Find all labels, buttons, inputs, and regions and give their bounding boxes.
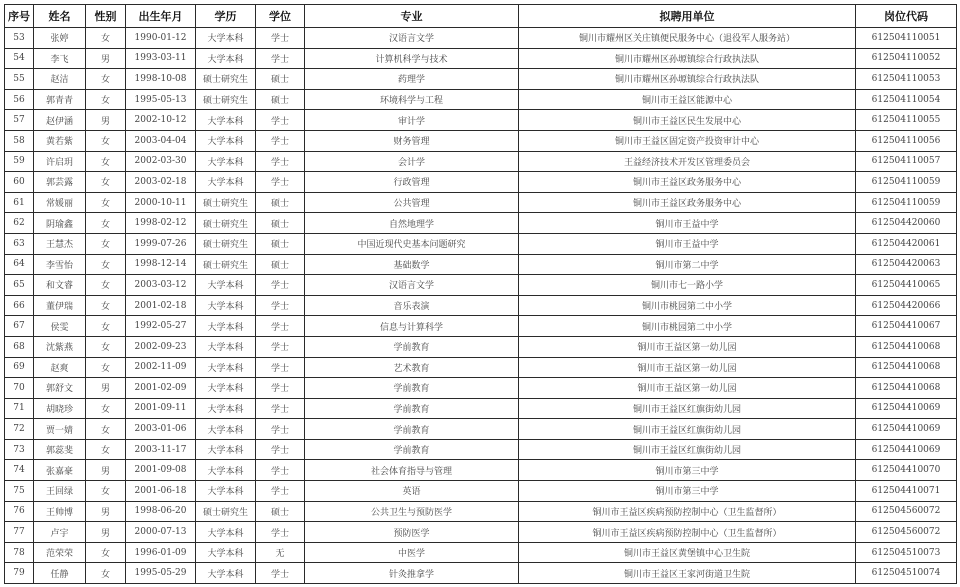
- cell-employer: 铜川市王益区黄堡镇中心卫生院: [519, 542, 856, 563]
- cell-index: 70: [5, 378, 34, 399]
- cell-index: 56: [5, 89, 34, 110]
- cell-name: 黄若紫: [34, 130, 86, 151]
- cell-major: 英语: [305, 481, 519, 502]
- cell-position-code: 612504410069: [856, 439, 957, 460]
- cell-gender: 女: [86, 192, 126, 213]
- cell-employer: 铜川市王益中学: [519, 233, 856, 254]
- cell-name: 任静: [34, 563, 86, 584]
- cell-name: 赵爽: [34, 357, 86, 378]
- cell-employer: 铜川市王益中学: [519, 213, 856, 234]
- cell-education: 大学本科: [196, 316, 256, 337]
- cell-major: 基础数学: [305, 254, 519, 275]
- cell-position-code: 612504410067: [856, 316, 957, 337]
- cell-major: 学前教育: [305, 419, 519, 440]
- cell-position-code: 612504410068: [856, 357, 957, 378]
- cell-index: 57: [5, 110, 34, 131]
- cell-birth-date: 2003-01-06: [126, 419, 196, 440]
- cell-position-code: 612504110056: [856, 130, 957, 151]
- cell-degree: 学士: [256, 522, 305, 543]
- cell-name: 董伊瑞: [34, 295, 86, 316]
- cell-birth-date: 1998-06-20: [126, 501, 196, 522]
- table-header-row: [5, 5, 957, 28]
- cell-birth-date: 1995-05-29: [126, 563, 196, 584]
- cell-gender: 女: [86, 398, 126, 419]
- cell-employer: 铜川市王益区能源中心: [519, 89, 856, 110]
- cell-education: 大学本科: [196, 439, 256, 460]
- cell-birth-date: 2001-09-08: [126, 460, 196, 481]
- cell-gender: 女: [86, 233, 126, 254]
- cell-degree: 学士: [256, 398, 305, 419]
- header-major: 专业: [305, 5, 519, 28]
- cell-major: 社会体育指导与管理: [305, 460, 519, 481]
- cell-major: 财务管理: [305, 130, 519, 151]
- cell-index: 59: [5, 151, 34, 172]
- cell-employer: 铜川市王益区第一幼儿园: [519, 336, 856, 357]
- cell-education: 大学本科: [196, 563, 256, 584]
- cell-birth-date: 2000-10-11: [126, 192, 196, 213]
- cell-major: 审计学: [305, 110, 519, 131]
- cell-degree: 硕士: [256, 233, 305, 254]
- cell-birth-date: 1999-07-26: [126, 233, 196, 254]
- cell-education: 大学本科: [196, 398, 256, 419]
- cell-education: 大学本科: [196, 151, 256, 172]
- cell-education: 大学本科: [196, 172, 256, 193]
- cell-index: 71: [5, 398, 34, 419]
- cell-education: 大学本科: [196, 295, 256, 316]
- cell-position-code: 612504560072: [856, 522, 957, 543]
- cell-gender: 女: [86, 542, 126, 563]
- cell-position-code: 612504410068: [856, 336, 957, 357]
- cell-major: 学前教育: [305, 398, 519, 419]
- table-row: [5, 522, 957, 543]
- cell-degree: 学士: [256, 378, 305, 399]
- cell-birth-date: 2003-04-04: [126, 130, 196, 151]
- table-row: [5, 28, 957, 49]
- cell-education: 大学本科: [196, 48, 256, 69]
- cell-degree: 学士: [256, 28, 305, 49]
- cell-birth-date: 2002-10-12: [126, 110, 196, 131]
- cell-employer: 铜川市王益区民生发展中心: [519, 110, 856, 131]
- cell-position-code: 612504410070: [856, 460, 957, 481]
- cell-birth-date: 2001-02-18: [126, 295, 196, 316]
- cell-name: 卢宇: [34, 522, 86, 543]
- cell-degree: 学士: [256, 460, 305, 481]
- cell-index: 58: [5, 130, 34, 151]
- cell-education: 硕士研究生: [196, 89, 256, 110]
- cell-employer: 铜川市桃园第二中小学: [519, 316, 856, 337]
- table-row: [5, 213, 957, 234]
- cell-employer: 铜川市王益区政务服务中心: [519, 192, 856, 213]
- table-row: [5, 542, 957, 563]
- cell-birth-date: 2000-07-13: [126, 522, 196, 543]
- cell-education: 大学本科: [196, 275, 256, 296]
- cell-index: 63: [5, 233, 34, 254]
- cell-employer: 铜川市王益区第一幼儿园: [519, 357, 856, 378]
- cell-name: 张婷: [34, 28, 86, 49]
- cell-name: 李飞: [34, 48, 86, 69]
- cell-major: 音乐表演: [305, 295, 519, 316]
- table-row: [5, 192, 957, 213]
- cell-degree: 学士: [256, 563, 305, 584]
- cell-employer: 铜川市七一路小学: [519, 275, 856, 296]
- table-row: [5, 357, 957, 378]
- cell-employer: 铜川市王益区红旗街幼儿园: [519, 398, 856, 419]
- cell-position-code: 612504110052: [856, 48, 957, 69]
- cell-index: 62: [5, 213, 34, 234]
- cell-position-code: 612504420066: [856, 295, 957, 316]
- cell-education: 大学本科: [196, 130, 256, 151]
- cell-major: 环境科学与工程: [305, 89, 519, 110]
- cell-birth-date: 2001-06-18: [126, 481, 196, 502]
- cell-education: 硕士研究生: [196, 213, 256, 234]
- cell-gender: 男: [86, 378, 126, 399]
- cell-index: 55: [5, 69, 34, 90]
- cell-employer: 铜川市王益区王家河街道卫生院: [519, 563, 856, 584]
- cell-education: 硕士研究生: [196, 254, 256, 275]
- cell-education: 大学本科: [196, 378, 256, 399]
- cell-education: 大学本科: [196, 110, 256, 131]
- cell-position-code: 612504410069: [856, 419, 957, 440]
- table-row: [5, 233, 957, 254]
- cell-name: 贾一婧: [34, 419, 86, 440]
- cell-index: 61: [5, 192, 34, 213]
- cell-index: 68: [5, 336, 34, 357]
- cell-gender: 女: [86, 481, 126, 502]
- cell-degree: 学士: [256, 316, 305, 337]
- personnel-table: [4, 4, 957, 584]
- cell-gender: 男: [86, 501, 126, 522]
- cell-index: 78: [5, 542, 34, 563]
- table-body: [5, 28, 957, 584]
- cell-position-code: 612504110055: [856, 110, 957, 131]
- cell-birth-date: 1993-03-11: [126, 48, 196, 69]
- cell-major: 药理学: [305, 69, 519, 90]
- cell-index: 73: [5, 439, 34, 460]
- cell-gender: 女: [86, 275, 126, 296]
- cell-degree: 学士: [256, 295, 305, 316]
- cell-position-code: 612504110057: [856, 151, 957, 172]
- cell-index: 77: [5, 522, 34, 543]
- cell-major: 中国近现代史基本问题研究: [305, 233, 519, 254]
- cell-birth-date: 2002-11-09: [126, 357, 196, 378]
- cell-gender: 女: [86, 172, 126, 193]
- cell-birth-date: 2003-11-17: [126, 439, 196, 460]
- cell-major: 学前教育: [305, 378, 519, 399]
- cell-name: 郭蕊斐: [34, 439, 86, 460]
- cell-gender: 女: [86, 69, 126, 90]
- cell-education: 大学本科: [196, 522, 256, 543]
- cell-gender: 女: [86, 254, 126, 275]
- cell-employer: 铜川市王益区固定资产投资审计中心: [519, 130, 856, 151]
- cell-name: 赵伊涵: [34, 110, 86, 131]
- cell-gender: 男: [86, 460, 126, 481]
- table-row: [5, 316, 957, 337]
- cell-index: 60: [5, 172, 34, 193]
- cell-birth-date: 1995-05-13: [126, 89, 196, 110]
- cell-degree: 硕士: [256, 192, 305, 213]
- cell-education: 大学本科: [196, 28, 256, 49]
- cell-education: 硕士研究生: [196, 233, 256, 254]
- cell-position-code: 612504410068: [856, 378, 957, 399]
- header-employer: 拟聘用单位: [519, 5, 856, 28]
- table-row: [5, 130, 957, 151]
- table-row: [5, 439, 957, 460]
- cell-degree: 硕士: [256, 213, 305, 234]
- cell-employer: 铜川市耀州区孙塬镇综合行政执法队: [519, 69, 856, 90]
- cell-birth-date: 1992-05-27: [126, 316, 196, 337]
- cell-index: 66: [5, 295, 34, 316]
- cell-employer: 铜川市耀州区孙塬镇综合行政执法队: [519, 48, 856, 69]
- table-row: [5, 48, 957, 69]
- cell-birth-date: 1998-10-08: [126, 69, 196, 90]
- cell-employer: 铜川市王益区疾病预防控制中心（卫生监督所）: [519, 522, 856, 543]
- cell-index: 76: [5, 501, 34, 522]
- cell-gender: 女: [86, 439, 126, 460]
- cell-major: 计算机科学与技术: [305, 48, 519, 69]
- cell-gender: 女: [86, 563, 126, 584]
- cell-name: 王回绿: [34, 481, 86, 502]
- cell-name: 侯雯: [34, 316, 86, 337]
- cell-gender: 女: [86, 89, 126, 110]
- cell-gender: 女: [86, 151, 126, 172]
- cell-major: 公共管理: [305, 192, 519, 213]
- cell-index: 53: [5, 28, 34, 49]
- header-position-code: 岗位代码: [856, 5, 957, 28]
- cell-position-code: 612504420060: [856, 213, 957, 234]
- cell-gender: 女: [86, 28, 126, 49]
- cell-major: 汉语言文学: [305, 275, 519, 296]
- cell-position-code: 612504410065: [856, 275, 957, 296]
- cell-major: 预防医学: [305, 522, 519, 543]
- cell-education: 大学本科: [196, 419, 256, 440]
- table-row: [5, 69, 957, 90]
- table-row: [5, 110, 957, 131]
- cell-birth-date: 1998-12-14: [126, 254, 196, 275]
- cell-degree: 学士: [256, 481, 305, 502]
- cell-name: 许启玥: [34, 151, 86, 172]
- cell-birth-date: 2003-02-18: [126, 172, 196, 193]
- header-gender: 性别: [86, 5, 126, 28]
- cell-index: 69: [5, 357, 34, 378]
- cell-position-code: 612504110051: [856, 28, 957, 49]
- cell-index: 54: [5, 48, 34, 69]
- cell-name: 郭芸露: [34, 172, 86, 193]
- table-row: [5, 254, 957, 275]
- cell-degree: 学士: [256, 275, 305, 296]
- cell-gender: 女: [86, 419, 126, 440]
- cell-major: 会计学: [305, 151, 519, 172]
- cell-name: 郭青青: [34, 89, 86, 110]
- cell-employer: 铜川市第三中学: [519, 481, 856, 502]
- cell-degree: 学士: [256, 151, 305, 172]
- cell-gender: 男: [86, 48, 126, 69]
- cell-employer: 铜川市第三中学: [519, 460, 856, 481]
- cell-position-code: 612504110053: [856, 69, 957, 90]
- header-index: 序号: [5, 5, 34, 28]
- cell-degree: 学士: [256, 130, 305, 151]
- cell-index: 74: [5, 460, 34, 481]
- cell-index: 65: [5, 275, 34, 296]
- table-row: [5, 295, 957, 316]
- table-row: [5, 172, 957, 193]
- cell-degree: 无: [256, 542, 305, 563]
- cell-birth-date: 2003-03-12: [126, 275, 196, 296]
- cell-major: 艺术教育: [305, 357, 519, 378]
- cell-name: 阴瑜鑫: [34, 213, 86, 234]
- header-degree: 学位: [256, 5, 305, 28]
- cell-name: 胡晓珍: [34, 398, 86, 419]
- table-row: [5, 501, 957, 522]
- cell-position-code: 612504510073: [856, 542, 957, 563]
- cell-index: 79: [5, 563, 34, 584]
- cell-gender: 男: [86, 522, 126, 543]
- cell-employer: 铜川市桃园第二中小学: [519, 295, 856, 316]
- cell-employer: 铜川市王益区红旗街幼儿园: [519, 419, 856, 440]
- table-row: [5, 336, 957, 357]
- cell-gender: 女: [86, 357, 126, 378]
- cell-position-code: 612504510074: [856, 563, 957, 584]
- cell-major: 信息与计算科学: [305, 316, 519, 337]
- cell-birth-date: 1990-01-12: [126, 28, 196, 49]
- cell-index: 64: [5, 254, 34, 275]
- cell-education: 硕士研究生: [196, 501, 256, 522]
- cell-degree: 学士: [256, 48, 305, 69]
- cell-major: 行政管理: [305, 172, 519, 193]
- cell-position-code: 612504110059: [856, 192, 957, 213]
- table-row: [5, 378, 957, 399]
- cell-major: 中医学: [305, 542, 519, 563]
- cell-index: 75: [5, 481, 34, 502]
- cell-birth-date: 2002-09-23: [126, 336, 196, 357]
- cell-birth-date: 2002-03-30: [126, 151, 196, 172]
- cell-education: 硕士研究生: [196, 192, 256, 213]
- cell-position-code: 612504560072: [856, 501, 957, 522]
- cell-degree: 学士: [256, 419, 305, 440]
- cell-position-code: 612504420063: [856, 254, 957, 275]
- cell-name: 和文睿: [34, 275, 86, 296]
- table-row: [5, 460, 957, 481]
- cell-degree: 学士: [256, 439, 305, 460]
- table-row: [5, 481, 957, 502]
- cell-position-code: 612504420061: [856, 233, 957, 254]
- cell-major: 公共卫生与预防医学: [305, 501, 519, 522]
- cell-gender: 男: [86, 110, 126, 131]
- cell-employer: 铜川市王益区政务服务中心: [519, 172, 856, 193]
- cell-gender: 女: [86, 316, 126, 337]
- cell-education: 硕士研究生: [196, 69, 256, 90]
- cell-degree: 硕士: [256, 254, 305, 275]
- cell-education: 大学本科: [196, 481, 256, 502]
- table-row: [5, 275, 957, 296]
- cell-position-code: 612504410071: [856, 481, 957, 502]
- table-row: [5, 419, 957, 440]
- cell-major: 学前教育: [305, 439, 519, 460]
- cell-employer: 铜川市王益区第一幼儿园: [519, 378, 856, 399]
- table-row: [5, 151, 957, 172]
- cell-degree: 硕士: [256, 89, 305, 110]
- cell-education: 大学本科: [196, 336, 256, 357]
- cell-index: 67: [5, 316, 34, 337]
- cell-name: 郭舒文: [34, 378, 86, 399]
- cell-birth-date: 2001-09-11: [126, 398, 196, 419]
- cell-name: 王慧杰: [34, 233, 86, 254]
- header-birth-date: 出生年月: [126, 5, 196, 28]
- cell-education: 大学本科: [196, 357, 256, 378]
- cell-major: 学前教育: [305, 336, 519, 357]
- table-row: [5, 398, 957, 419]
- cell-degree: 学士: [256, 336, 305, 357]
- cell-gender: 女: [86, 213, 126, 234]
- cell-gender: 女: [86, 336, 126, 357]
- cell-degree: 学士: [256, 172, 305, 193]
- table-row: [5, 563, 957, 584]
- cell-education: 大学本科: [196, 542, 256, 563]
- cell-position-code: 612504410069: [856, 398, 957, 419]
- cell-birth-date: 1998-02-12: [126, 213, 196, 234]
- cell-major: 针灸推拿学: [305, 563, 519, 584]
- cell-employer: 铜川市耀州区关庄镇便民服务中心（退役军人服务站）: [519, 28, 856, 49]
- cell-birth-date: 2001-02-09: [126, 378, 196, 399]
- table-row: [5, 89, 957, 110]
- cell-name: 范荣荣: [34, 542, 86, 563]
- cell-birth-date: 1996-01-09: [126, 542, 196, 563]
- cell-position-code: 612504110059: [856, 172, 957, 193]
- cell-employer: 铜川市王益区红旗街幼儿园: [519, 439, 856, 460]
- cell-name: 常媛丽: [34, 192, 86, 213]
- cell-employer: 铜川市第二中学: [519, 254, 856, 275]
- cell-name: 沈紫燕: [34, 336, 86, 357]
- cell-gender: 女: [86, 130, 126, 151]
- cell-name: 王帅博: [34, 501, 86, 522]
- cell-degree: 硕士: [256, 69, 305, 90]
- cell-major: 自然地理学: [305, 213, 519, 234]
- cell-employer: 铜川市王益区疾病预防控制中心（卫生监督所）: [519, 501, 856, 522]
- header-name: 姓名: [34, 5, 86, 28]
- cell-index: 72: [5, 419, 34, 440]
- cell-major: 汉语言文学: [305, 28, 519, 49]
- cell-name: 赵洁: [34, 69, 86, 90]
- cell-name: 李雪怡: [34, 254, 86, 275]
- cell-position-code: 612504110054: [856, 89, 957, 110]
- cell-degree: 学士: [256, 357, 305, 378]
- cell-degree: 学士: [256, 110, 305, 131]
- cell-gender: 女: [86, 295, 126, 316]
- cell-degree: 硕士: [256, 501, 305, 522]
- cell-name: 张嘉豪: [34, 460, 86, 481]
- cell-education: 大学本科: [196, 460, 256, 481]
- cell-employer: 王益经济技术开发区管理委员会: [519, 151, 856, 172]
- header-education: 学历: [196, 5, 256, 28]
